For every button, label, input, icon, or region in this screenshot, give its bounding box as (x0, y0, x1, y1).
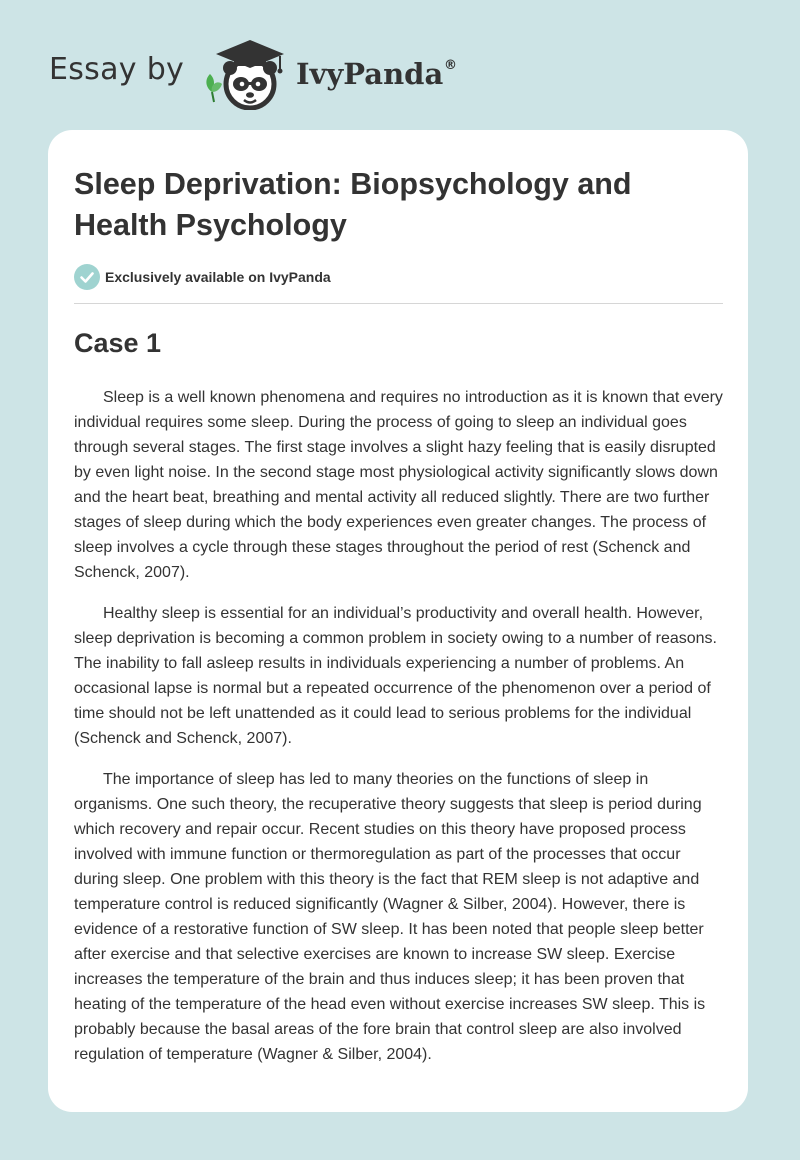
paragraph: Healthy sleep is essential for an individual’s productivity and overall health. However, sleep deprivation is becoming a common problem in society owing to a number of reasons. The inability to fall asleep results in individuals experiencing a number of problems. An occasional lapse is normal but a repeated occurrence of the phenomenon over a period of time should not be left unattended as it could lead to serious problems for the individual (Schenck and Schenck, 2007). (74, 605, 717, 747)
check-circle-icon (74, 264, 100, 290)
divider (74, 303, 723, 304)
panda-graduate-logo-icon[interactable] (200, 34, 290, 110)
exclusive-badge (74, 264, 331, 290)
badge-text: Exclusively available on IvyPanda (105, 269, 331, 285)
section-heading: Case 1 (74, 328, 162, 358)
essay-body (74, 385, 726, 1083)
essay-by-label: Essay by (49, 52, 185, 87)
paragraph: Sleep is a well known phenomena and requires no introduction as it is known that every individual requires some sleep. During the process of going to sleep an individual goes through several stages. The first stage involves a slight hazy feeling that is easily disrupted by even light noise. In the second stage most physiological activity significantly slows down and the heart beat, breathing and mental activity all reduced slightly. There are two further stages of sleep during which the body experiences even greater changes. The process of sleep involves a cycle through these stages throughout the period of rest (Schenck and Schenck, 2007). (74, 389, 723, 581)
paragraph: The importance of sleep has led to many theories on the functions of sleep in organisms. One such theory, the recuperative theory suggests that sleep is period during which recovery and repair occur. Recent studies on this theory have proposed process involved with immune function or thermoregulation as part of the processes that occur during sleep. One problem with this theory is the fact that REM sleep is not adaptive and temperature control is reduced significantly (Wagner & Silber, 2004). However, there is evidence of a restorative function of SW sleep. It has been noted that people sleep better after exercise and that selective exercises are known to increase SW sleep. Exercise increases the temperature of the brain and thus induces sleep; it has been proven that heating of the temperature of the head even without exercise increases SW sleep. This is probably because the basal areas of the fore brain that control sleep are also involved regulation of temperature (Wagner & Silber, 2004). (74, 771, 706, 1063)
essay-card (48, 130, 748, 1112)
brand-name[interactable]: IvyPanda (296, 57, 444, 91)
registered-mark: ® (444, 58, 457, 73)
site-header (0, 0, 800, 130)
page-title: Sleep Deprivation: Biopsychology and Health Psychology (74, 167, 632, 242)
